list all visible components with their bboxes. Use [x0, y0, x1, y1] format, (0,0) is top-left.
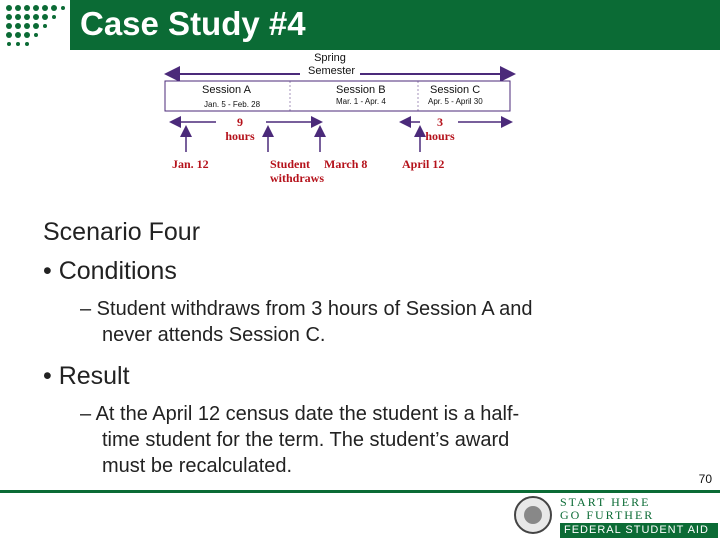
result-line-1: – At the April 12 census date the student is a half- — [80, 403, 520, 425]
session-b-dates: Mar. 1 - Apr. 4 — [336, 97, 386, 106]
logo-bar — [560, 523, 718, 538]
logo-line-2: GO FURTHER — [560, 508, 655, 522]
hours-right-unit: hours — [425, 129, 455, 143]
fsa-logo — [508, 493, 720, 540]
result-detail — [80, 401, 519, 479]
dot-grid-icon — [4, 3, 66, 47]
semester-timeline-diagram — [160, 52, 520, 202]
dot-grid-logo — [0, 0, 70, 50]
slide-header — [0, 0, 720, 50]
result-line-2: time student for the term. The student’s award — [102, 429, 510, 451]
event-march8: March 8 — [324, 157, 368, 171]
department-seal-icon — [514, 496, 552, 534]
result-bullet: • Result — [43, 362, 130, 390]
conditions-bullet: • Conditions — [43, 257, 177, 285]
event-jan12: Jan. 12 — [172, 157, 209, 171]
event-student-withdraws — [270, 157, 324, 185]
conditions-line-1: – Student withdraws from 3 hours of Session A and — [80, 298, 533, 320]
session-a-dates: Jan. 5 - Feb. 28 — [204, 100, 261, 109]
page-number: 70 — [698, 472, 712, 486]
hours-left-label — [220, 115, 260, 143]
event-april12: April 12 — [402, 157, 445, 171]
semester-label-line1: Spring — [314, 52, 346, 64]
hours-left-number: 9 — [237, 115, 243, 129]
result-line-3: must be recalculated. — [102, 455, 293, 477]
slide-title: Case Study #4 — [80, 5, 306, 42]
logo-line-1: START HERE — [560, 495, 651, 509]
session-a-name: Session A — [202, 84, 251, 96]
session-b-name: Session B — [336, 84, 386, 96]
event-withdraw-line1: Student — [270, 157, 311, 171]
conditions-detail — [80, 296, 532, 348]
event-withdraw-line2: withdraws — [270, 171, 325, 185]
scenario-heading: Scenario Four — [43, 218, 201, 246]
session-c-dates: Apr. 5 - April 30 — [428, 97, 483, 106]
semester-label — [308, 52, 356, 78]
hours-right-label — [422, 115, 458, 143]
hours-right-number: 3 — [437, 115, 443, 129]
logo-line-3: FEDERAL STUDENT AID — [564, 524, 709, 536]
hours-left-unit: hours — [225, 129, 255, 143]
conditions-line-2: never attends Session C. — [102, 324, 326, 346]
semester-label-line2: Semester — [308, 65, 356, 77]
session-c-name: Session C — [430, 84, 481, 96]
